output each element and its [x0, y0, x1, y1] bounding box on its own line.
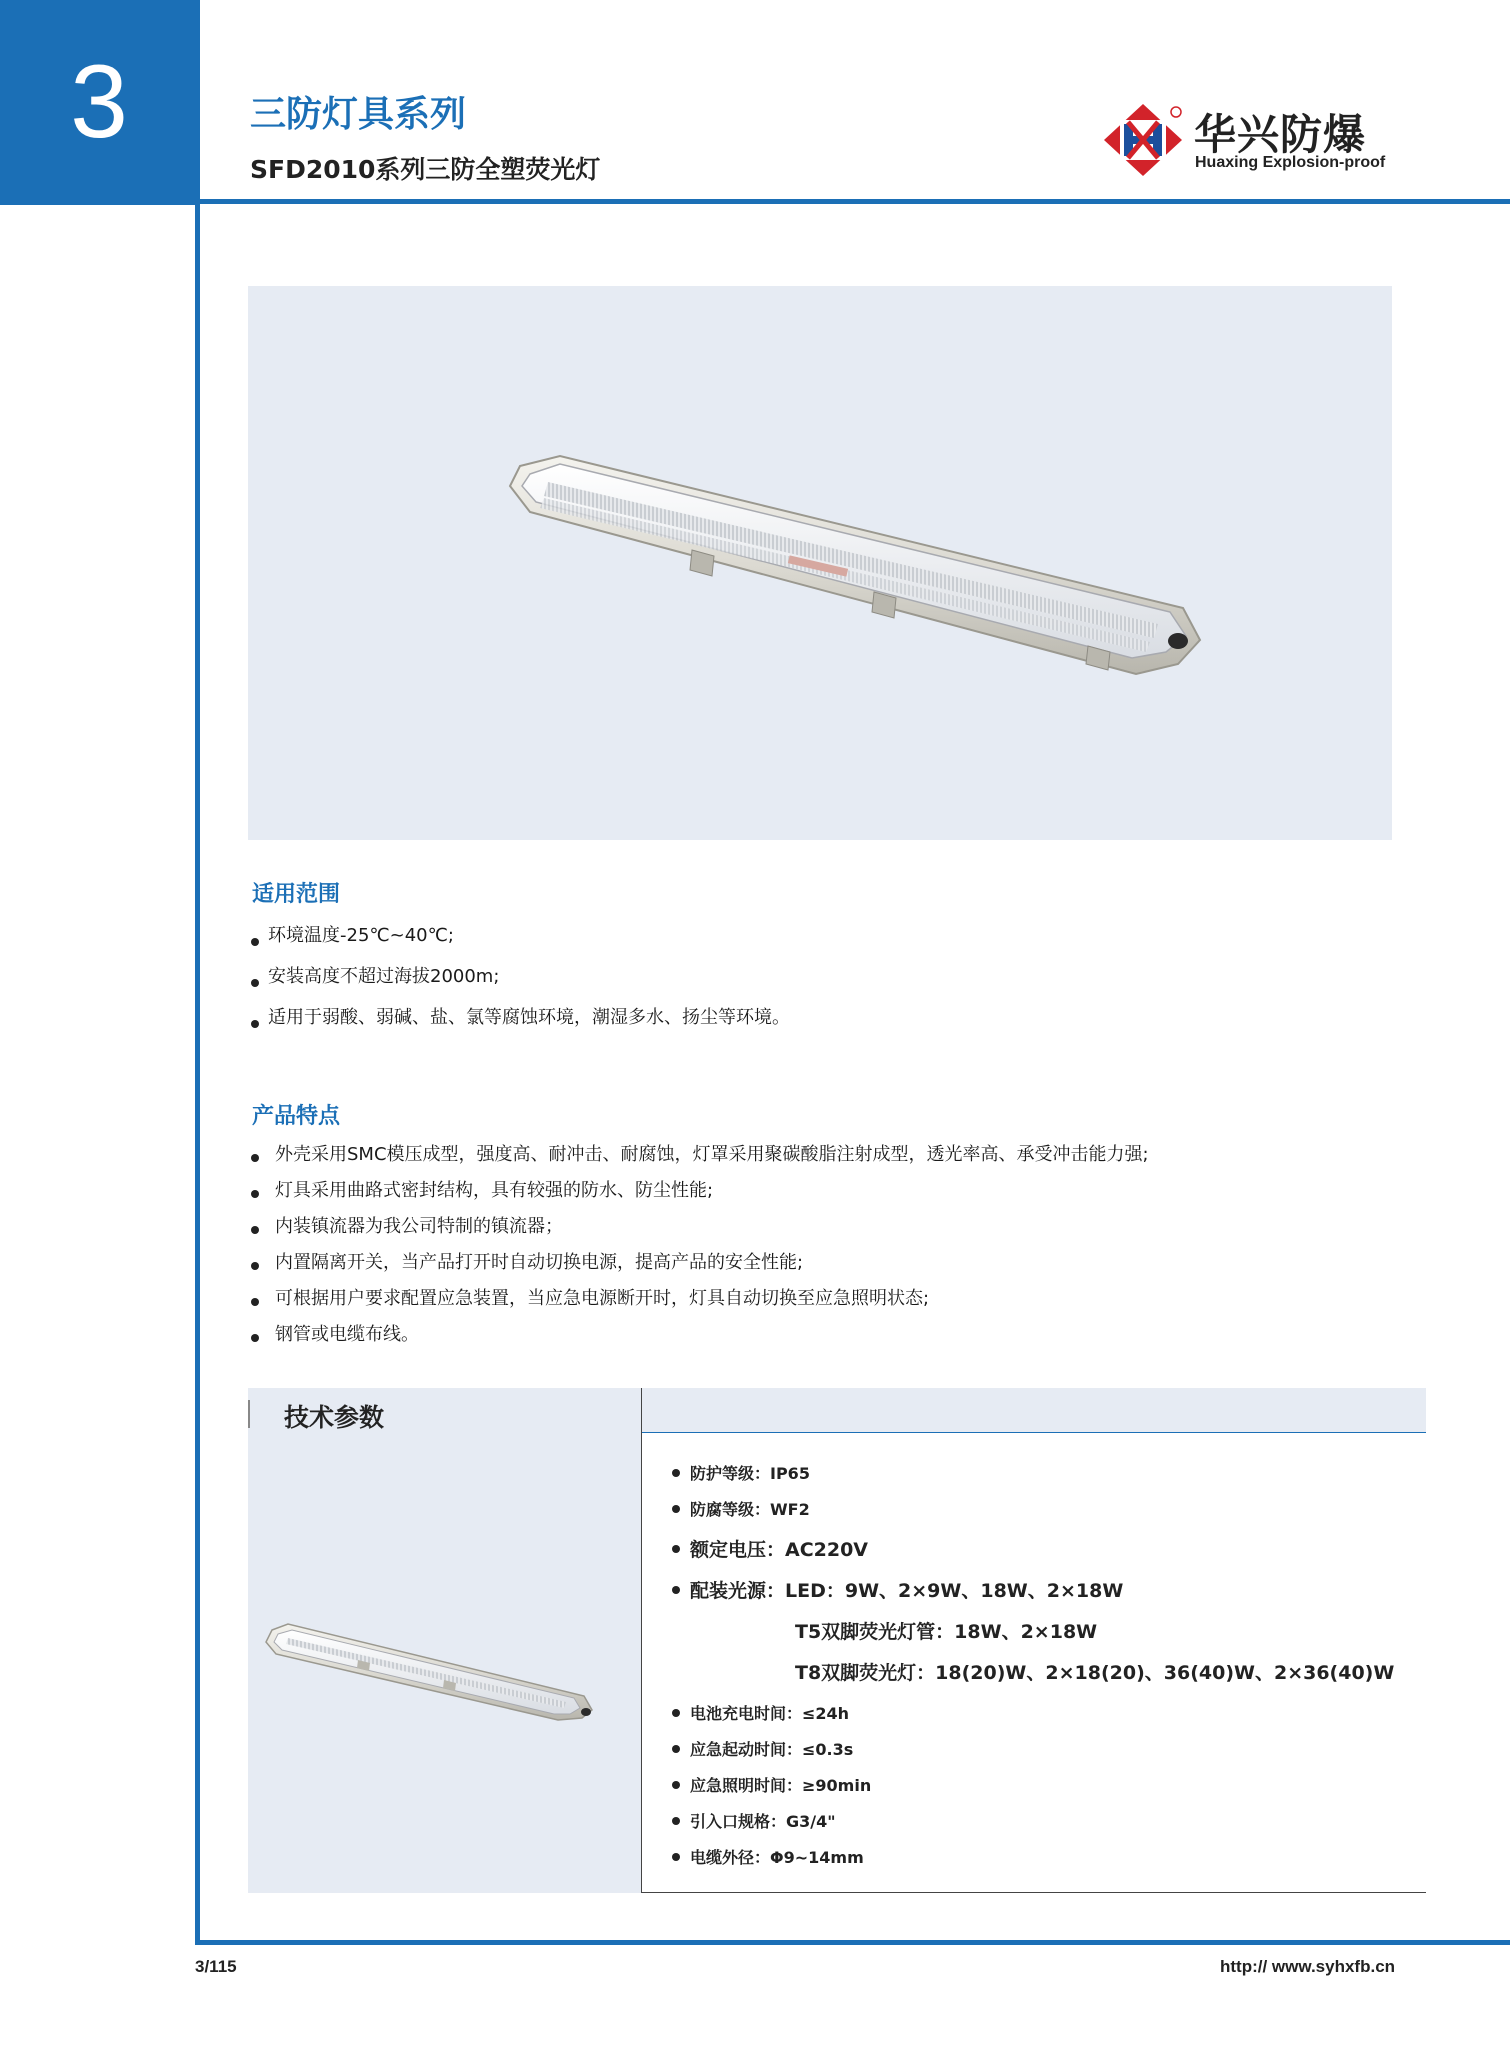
spec-item: 防腐等级：WF2 [672, 1497, 810, 1520]
tech-params-heading: 技术参数 [284, 1403, 385, 1432]
applicability-list [250, 921, 790, 1044]
product-photo [248, 286, 1392, 840]
company-logo [1098, 100, 1398, 182]
chapter-number: 3 [0, 0, 198, 205]
heading-marker [248, 1400, 250, 1428]
spec-item: 防护等级：IP65 [672, 1461, 810, 1484]
features-heading: 产品特点 [252, 1104, 341, 1129]
website-url[interactable]: http:// www.syhxfb.cn [1220, 1957, 1396, 1976]
spec-item: 配装光源：LED：9W、2×9W、18W、2×18W [672, 1576, 1123, 1603]
spec-item: 电池充电时间：≤24h [672, 1701, 849, 1724]
footer-divider [195, 1940, 1510, 1945]
tech-params-image-panel [248, 1388, 641, 1893]
list-item: 灯具采用曲路式密封结构，具有较强的防水、防尘性能; [250, 1176, 1149, 1212]
fluorescent-lamp-thumbnail [248, 1608, 641, 1728]
spec-item: T8双脚荧光灯：18(20)W、2×18(20)、36(40)W、2×36(40)W [795, 1662, 1395, 1684]
spec-item: 电缆外径：Φ9~14mm [672, 1845, 864, 1868]
header-divider [195, 199, 1510, 204]
tech-params-bottom-line [641, 1892, 1426, 1893]
tech-params-header-line [641, 1432, 1426, 1433]
list-item: 外壳采用SMC模压成型，强度高、耐冲击、耐腐蚀，灯罩采用聚碳酸脂注射成型，透光率高、承受冲击能力强; [250, 1140, 1149, 1176]
logo-name-en: Huaxing Explosion-proof [1195, 154, 1386, 171]
fluorescent-lamp-image [248, 286, 1392, 840]
list-item: 适用于弱酸、弱碱、盐、氯等腐蚀环境，潮湿多水、扬尘等环境。 [250, 1003, 790, 1044]
spec-item: T5双脚荧光灯管：18W、2×18W [795, 1621, 1098, 1643]
tech-params-divider [641, 1388, 642, 1893]
spec-item: 应急起动时间：≤0.3s [672, 1737, 853, 1760]
logo-emblem-icon [1098, 100, 1188, 180]
list-item: 环境温度-25℃~40℃; [250, 921, 790, 962]
spec-item: 引入口规格：G3/4" [672, 1809, 836, 1832]
applicability-heading: 适用范围 [252, 882, 341, 907]
series-title: 三防灯具系列 [250, 94, 467, 135]
spec-item: 应急照明时间：≥90min [672, 1773, 871, 1796]
product-title: SFD2010系列三防全塑荧光灯 [250, 155, 601, 184]
logo-name-cn: 华兴防爆 [1194, 110, 1367, 159]
left-border-line [195, 0, 200, 1945]
page-number: 3/115 [195, 1957, 237, 1976]
list-item: 安装高度不超过海拔2000m; [250, 962, 790, 1003]
tech-params-header-band [641, 1388, 1426, 1432]
list-item: 钢管或电缆布线。 [250, 1320, 1149, 1356]
list-item: 可根据用户要求配置应急装置，当应急电源断开时，灯具自动切换至应急照明状态; [250, 1284, 1149, 1320]
list-item: 内置隔离开关，当产品打开时自动切换电源，提高产品的安全性能; [250, 1248, 1149, 1284]
list-item: 内装镇流器为我公司特制的镇流器； [250, 1212, 1149, 1248]
features-list [250, 1140, 1149, 1356]
spec-item: 额定电压：AC220V [672, 1535, 868, 1562]
